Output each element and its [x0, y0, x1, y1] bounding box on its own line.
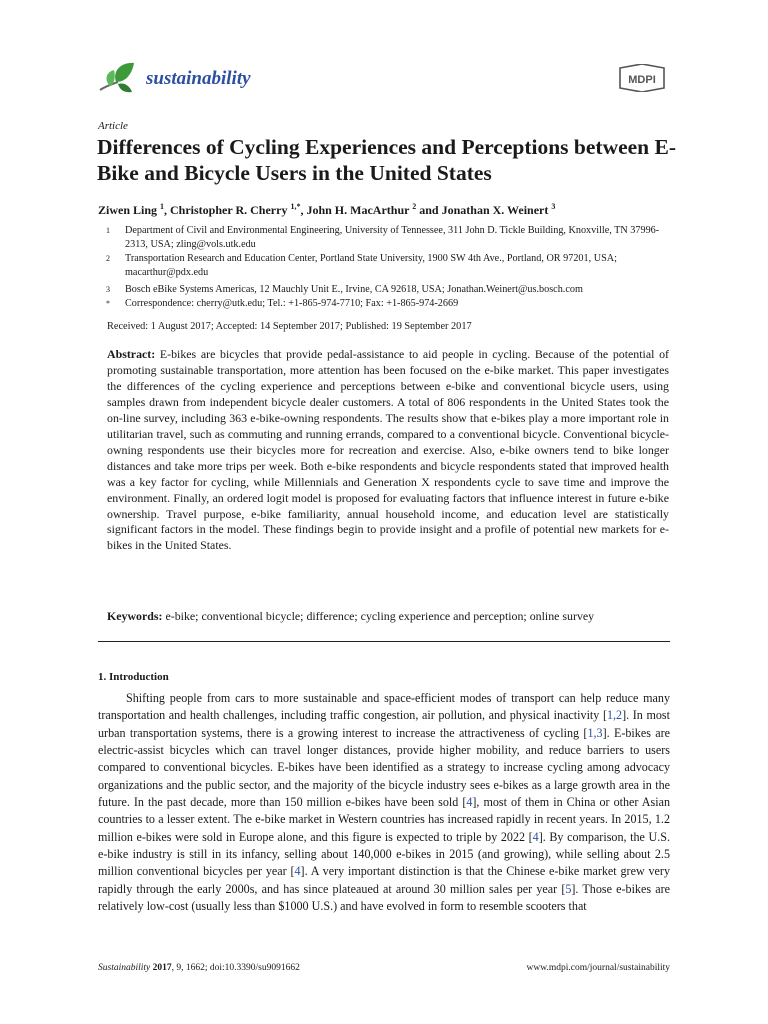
leaf-logo-icon — [96, 60, 138, 96]
keywords-text: e-bike; conventional bicycle; difference; cycling experience and perception; online survey — [162, 609, 595, 623]
author-affiliation-mark: 1,* — [290, 202, 301, 211]
affiliation-text: Bosch eBike Systems Americas, 12 Mauchly Unit E., Irvine, CA 92618, USA; Jonathan.Weinert@us.bosch.com — [125, 284, 583, 295]
section-heading: 1. Introduction — [98, 671, 169, 683]
footer-doi: , 9, 1662; doi:10.3390/su9091662 — [171, 963, 300, 973]
author-name: John H. MacArthur — [306, 203, 410, 217]
author-name: Jonathan X. Weinert — [441, 203, 549, 217]
citation-link[interactable]: 1,3 — [587, 725, 603, 740]
journal-name: sustainability — [146, 68, 251, 89]
author-affiliation-mark: 2 — [412, 202, 417, 211]
footer-year: 2017 — [150, 963, 172, 973]
footer-citation — [98, 963, 300, 973]
keywords-label: Keywords: — [107, 609, 163, 623]
footer-url[interactable]: www.mdpi.com/journal/sustainability — [526, 963, 670, 973]
citation-link[interactable]: 4 — [532, 829, 539, 844]
introduction-body — [98, 690, 670, 915]
publication-dates: Received: 1 August 2017; Accepted: 14 September 2017; Published: 19 September 2017 — [107, 321, 472, 332]
keywords — [107, 609, 677, 624]
affiliation-text: Transportation Research and Education Center, Portland State University, 1900 SW 4th Ave., Portland, OR 97201, USA; macarthur@pdx.edu — [125, 253, 617, 278]
author-name: Christopher R. Cherry — [170, 203, 288, 217]
journal-header — [96, 60, 670, 100]
paragraph: Shifting people from cars to more sustainable and space-efficient modes of transport can help reduce many transportation and health challenges, including traffic congestion, air pollution, and physical inactivity [1,2]. In most urban transportation systems, there is a growing interest to increase the attractiveness of cycling [1,3]. E-bikes are electric-assist bicycles which can travel longer distances, provide higher mobility, and reduce barriers to users compared to conventional bicycles. E-bikes have been identified as a strategy to increase cycling among advocacy organizations and the public sector, and the majority of the bicycle industry sees e-bikes as a large growth area in the future. In the past decade, more than 150 million e-bikes have been sold [4], most of them in China or other Asian countries to a lesser extent. The e-bike market in Western countries has increased rapidly in recent years. In 2015, 1.2 million e-bikes were sold in Europe alone, and this figure is expected to triple by 2022 [4]. By comparison, the U.S. e-bike industry is still in its infancy, selling about 140,000 e-bikes in 2015 (and growing), while selling about 2.5 million conventional bicycles per year [4]. A very important distinction is that the Chinese e-bike market grew very rapidly through the early 2000s, and has since plateaued at around 30 million sales per year [5]. Those e-bikes are relatively low-cost (usually less than $1000 U.S.) and have evolved in form to resemble scooters that — [98, 691, 670, 914]
citation-link[interactable]: 4 — [466, 795, 473, 810]
abstract — [107, 347, 669, 554]
section-divider — [98, 641, 670, 642]
affiliation-text: Correspondence: cherry@utk.edu; Tel.: +1-865-974-7710; Fax: +1-865-974-2669 — [125, 298, 459, 309]
author-affiliation-mark: 3 — [551, 202, 556, 211]
mdpi-logo-icon — [614, 64, 670, 92]
affiliation-text: Department of Civil and Environmental Engineering, University of Tennessee, 311 John D. Tickle Building, Knoxville, TN 37996-2313, USA; zling@vols.utk.edu — [125, 225, 660, 250]
citation-link[interactable]: 5 — [565, 881, 572, 896]
citation-link[interactable]: 1,2 — [606, 708, 623, 723]
affiliation-number: * — [106, 299, 110, 308]
citation-link[interactable]: 4 — [294, 864, 301, 879]
abstract-label: Abstract: — [107, 347, 156, 361]
affiliation-number: 3 — [106, 285, 110, 294]
affiliation-number: 2 — [106, 254, 110, 263]
abstract-text: E-bikes are bicycles that provide pedal-assistance to aid people in cycling. Because of the potential of promoting sustainable transportation, more attention has been focused on the e-bike market. This paper investigates the differences of the cycling experience and perceptions between e-bike and conventional bicycle users, using samples drawn from independent bicycle dealer customers. A total of 806 respondents in the United States took the on-line survey, including 363 e-bike-owning respondents. The results show that e-bikes play a more important role in utilitarian travel, such as commuting and running errands, compared to a conventional bicycle. Conventional bicycle-owning respondents use their bicycles more for recreation and exercise. Also, e-bike owners tend to bike longer distances and take more trips per week. Both e-bike respondents and bicycle respondents stated that improved health was a key factor for cycling, while Millennials and Generation X respondents cycle to save time and improve the environment. Finally, an ordered logit model is proposed for evaluating factors that influence interest in future e-bike ownership. Travel purpose, e-bike familiarity, annual household income, and education level are statistically significant factors in the model. These findings begin to provide insight and a profile of potential new markets for e-bikes in the United States. — [107, 347, 669, 553]
author-name: Ziwen Ling — [98, 203, 158, 217]
mdpi-logo-text: MDPI — [628, 74, 656, 86]
author-list: Ziwen Ling $^1$, Christopher R. Cherry $^{1,*}$, John H. MacArthur $^2$ and Jonathan X. Weinert $^3$ — [98, 202, 556, 217]
author-affiliation-mark: 1 — [160, 202, 165, 211]
article-type: Article — [98, 120, 128, 132]
footer-journal: Sustainability — [98, 963, 151, 973]
affiliation-number: 1 — [106, 226, 110, 235]
article-title: Differences of Cycling Experiences and Perceptions between E-Bike and Bicycle Users in the United States — [97, 135, 677, 185]
